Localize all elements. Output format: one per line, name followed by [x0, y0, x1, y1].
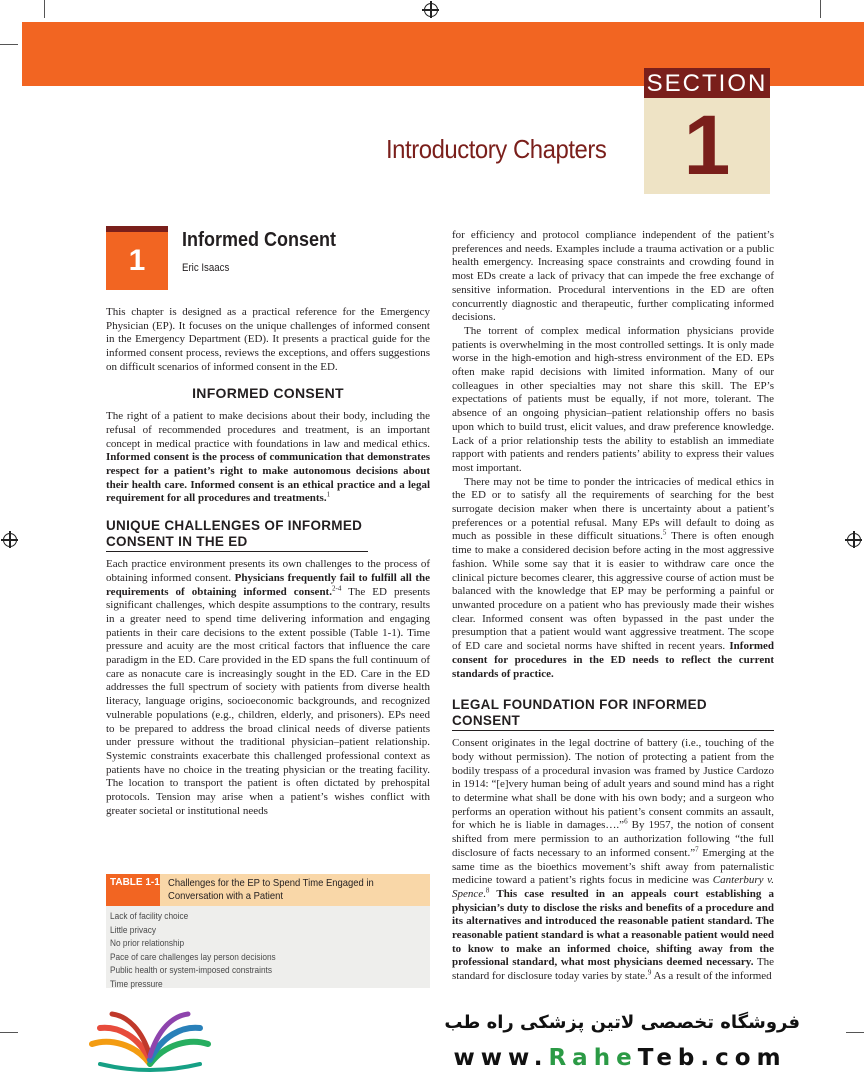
section-label: SECTION [644, 68, 770, 98]
registration-mark-icon [3, 533, 17, 547]
table-1-1 [106, 874, 430, 988]
citation: 1 [326, 490, 331, 499]
section-heading: LEGAL FOUNDATION FOR INFORMED CONSENT [452, 697, 774, 731]
chapter-title: Informed Consent [182, 229, 337, 251]
left-column [106, 306, 430, 819]
body-text: The ED presents significant challenges, which despite assumptions to the contrary, results in a greater need to spend time delivering information and engaging patients in their care decisions to the extent possible (Table 1-1). Time pressure and acuity are the most critical factors that influence the care paradigm in the ED. Care provided in the ED spans the full continuum of care as nonacute care is increasingly sought in the ED. Care in the ED addresses the full spectrum of society with patients from diverse health literacy, language origins, socioeconomic backgrounds, and recognized vulnerable populations (e.g., children, elderly, and prisoners). EPs need to be prepared to address the broad clinical needs of diverse patients under pressure without the traditional physician–patient relationship. Systemic constraints exacerbate this challenged professional context as patients have no choice in the treating physician or the treating facility. The location to transport the patient is often dictated by prehospital protocols. Tension may arise when a patient’s wishes conflict with greater societal or institutional needs [106, 585, 430, 817]
table-caption: Challenges for the EP to Spend Time Engaged in Conversation with a Patient [168, 877, 374, 902]
body-text: As a result of the informed [651, 970, 772, 983]
section-heading: UNIQUE CHALLENGES OF INFORMED CONSENT IN THE ED [106, 518, 368, 552]
store-name: فروشگاه تخصصی لاتین پزشکی راه طب [444, 1012, 800, 1033]
body-text: The standard for disclosure today varies by state. [452, 956, 774, 983]
body-text: The right of a patient to make decisions about their body, including the refusal of recommended procedures and treatment, is an important concept in medical practice with foundations in law and medical ethics. [106, 410, 430, 450]
right-column [452, 229, 774, 984]
registration-mark-icon [424, 3, 438, 17]
body-text-bold: Informed consent for procedures in the ED needs to reflect the current standards of practice. [452, 640, 774, 680]
body-text-bold: This case resulted in an appeals court establishing a physician’s duty to disclose the risks and benefits of a procedure and its alternatives and introduced the reasonable patient standard. The reasonable patient standard is what a reasonable patient would need to know to make an informed choice, shifting away from the professional standard, what most physicians deemed necessary. [452, 887, 774, 969]
body-paragraph: Consent originates in the legal doctrine of battery (i.e., touching of the body without permission). The notion of protecting a patient from the bodily trespass of a procedural invasion was framed by Justice Cardozo in 1914: “[e]very human being of adult years and sound mind has a right to determine what shall be done with his own body; and a surgeon who performs an operation without his patient’s consent commits an assault, for which he is liable in damages….”$^6$ By 1957, the notion of consent shifted from mere permission to an authorization following “the full disclosure of facts necessary to an informed consent.”$^7$ Emerging at the same time as the bioethics movement’s shift away from paternalistic medicine toward a patient’s rights focus in medicine was Canterbury v. Spence.$^8$ This case resulted in an appeals court establishing a physician’s duty to disclose the risks and benefits of a procedure and its alternatives and introduced the reasonable patient standard. The reasonable patient standard is what a reasonable patient would need to know to make an informed choice, shifting away from the professional standard, what most physicians deemed necessary. The standard for disclosure today varies by state.$^9$ As a result of the informed [452, 737, 774, 983]
body-text: There may not be time to ponder the intricacies of medical ethics in the ED or to satisfy all the requirements of searching for the best surrogate decision maker when there is uncertainty about a patient’s preferences or a potential refusal. Many EPs will default to doing as much as possible in these difficult situations. [452, 475, 774, 543]
body-text: There is often enough time to make a considered decision before acting in the most aggressive fashion. While some say that it is easier to withdraw care once the clinical picture becomes clearer, this aggressive course of action must be balanced with the knowledge that EP may be performing a painful or unwanted procedure on a patient who has previously made their wishes clear. Informed consent was often bypassed in the past under the presumption that a patient would want aggressive treatment. The scope of ED care and societal norms have shifted in recent years. [452, 530, 774, 653]
book-logo-icon [80, 1004, 220, 1076]
body-text: Each practice environment presents its own challenges to the process of obtaining informed consent. [106, 558, 430, 584]
table-row: No prior relationship [110, 938, 185, 948]
url-part: .com [700, 1045, 787, 1071]
crop-mark [820, 0, 821, 18]
citation: 6 [624, 817, 628, 826]
chapter-number-box [106, 226, 168, 290]
url-part: Teb [637, 1045, 701, 1071]
crop-mark [44, 0, 45, 18]
section-heading: INFORMED CONSENT [192, 384, 344, 401]
citation: 7 [695, 845, 699, 854]
citation: 2-4 [331, 583, 342, 592]
body-text: Emerging at the same time as the bioethics movement’s shift away from paternalistic medicine toward a patient’s rights focus in medicine was [452, 846, 774, 887]
crop-mark [0, 44, 18, 45]
case-name: Canterbury v. Spence [452, 874, 774, 900]
section-number: 1 [683, 98, 731, 192]
body-text: By 1957, the notion of consent shifted from mere permission to an authorization following “the full disclosure of facts necessary to an informed consent.” [452, 819, 774, 859]
store-url[interactable] [440, 1045, 800, 1071]
body-paragraph [106, 558, 430, 818]
body-text-bold: Informed consent is the process of communication that demonstrates respect for a patient’s right to make autonomous decisions about their health care. Informed consent is an ethical practice and a legal requirement for all procedures and treatments. [106, 451, 430, 505]
citation: 5 [662, 528, 667, 537]
body-paragraph [452, 476, 774, 682]
citation: 8 [485, 886, 490, 895]
table-tag: TABLE 1-1 [106, 874, 160, 906]
table-row: Little privacy [110, 924, 157, 935]
table-row: Time pressure [110, 978, 163, 989]
table-body [106, 906, 430, 988]
url-part: Rahe [548, 1045, 638, 1071]
intro-paragraph: This chapter is designed as a practical reference for the Emergency Physician (EP). It focuses on the unique challenges of informed consent in the Emergency Department (ED). It presents a practical guide for the informed consent process, reviews the exceptions, and offers suggestions on difficult scenarios of informed consent in the ED. [106, 306, 430, 373]
crop-mark [0, 1032, 18, 1033]
table-row: Lack of facility choice [110, 911, 189, 921]
chapter-author: Eric Isaacs [182, 262, 230, 274]
body-paragraph: for efficiency and protocol compliance independent of the patient’s preferences and needs. Examples include a trauma activation or a public health emergency. Increasing space constraints and crowding found in most EDs create a lack of privacy that can impede the free exchange of sensitive information. Procedural interventions in the ED are often concurrently diagnostic and therapeutic, further complicating informed decisions. [452, 229, 774, 324]
body-paragraph: The torrent of complex medical information physicians provide patients is overwhelming in the most controlled settings. It is only made worse in the high-emotion and high-stress environment of the ED. EPs often make rapid decisions with limited information. Many of our colleagues in other specialties may not share this skill. The EP’s expectations of patients must be equally, if not more, tolerant. The absence of an ongoing physician–patient relationship offers no basis upon which to build trust, elicit values, and draw preference knowledge. Lack of a prior relationship tests the ability to establish an immediate rapport with patients and renders patients’ ability to express their values most important. [452, 324, 774, 474]
table-header [106, 874, 430, 906]
chapter-number: 1 [128, 244, 146, 277]
url-part: www. [453, 1045, 549, 1071]
crop-mark [846, 1032, 864, 1033]
part-title: Introductory Chapters [386, 134, 607, 164]
table-row: Public health or system-imposed constraints [110, 965, 272, 975]
body-text-bold: Physicians frequently fail to fulfill all the requirements of obtaining informed consent. [106, 571, 430, 598]
body-paragraph [106, 410, 430, 506]
table-row: Pace of care challenges lay person decisions [110, 951, 276, 962]
body-text: Consent originates in the legal doctrine of battery (i.e., touching of the body without permission). The notion of protecting a patient from the bodily trespass of a procedural invasion was framed by Justice Cardozo in 1914: “[e]very human being of adult years and sound mind has a right to determine what shall be done with his own body; and a surgeon who performs an operation without his patient’s consent commits an assault, for which he is liable in damages….” [452, 737, 774, 832]
registration-mark-icon [847, 533, 861, 547]
citation: 9 [647, 968, 652, 977]
